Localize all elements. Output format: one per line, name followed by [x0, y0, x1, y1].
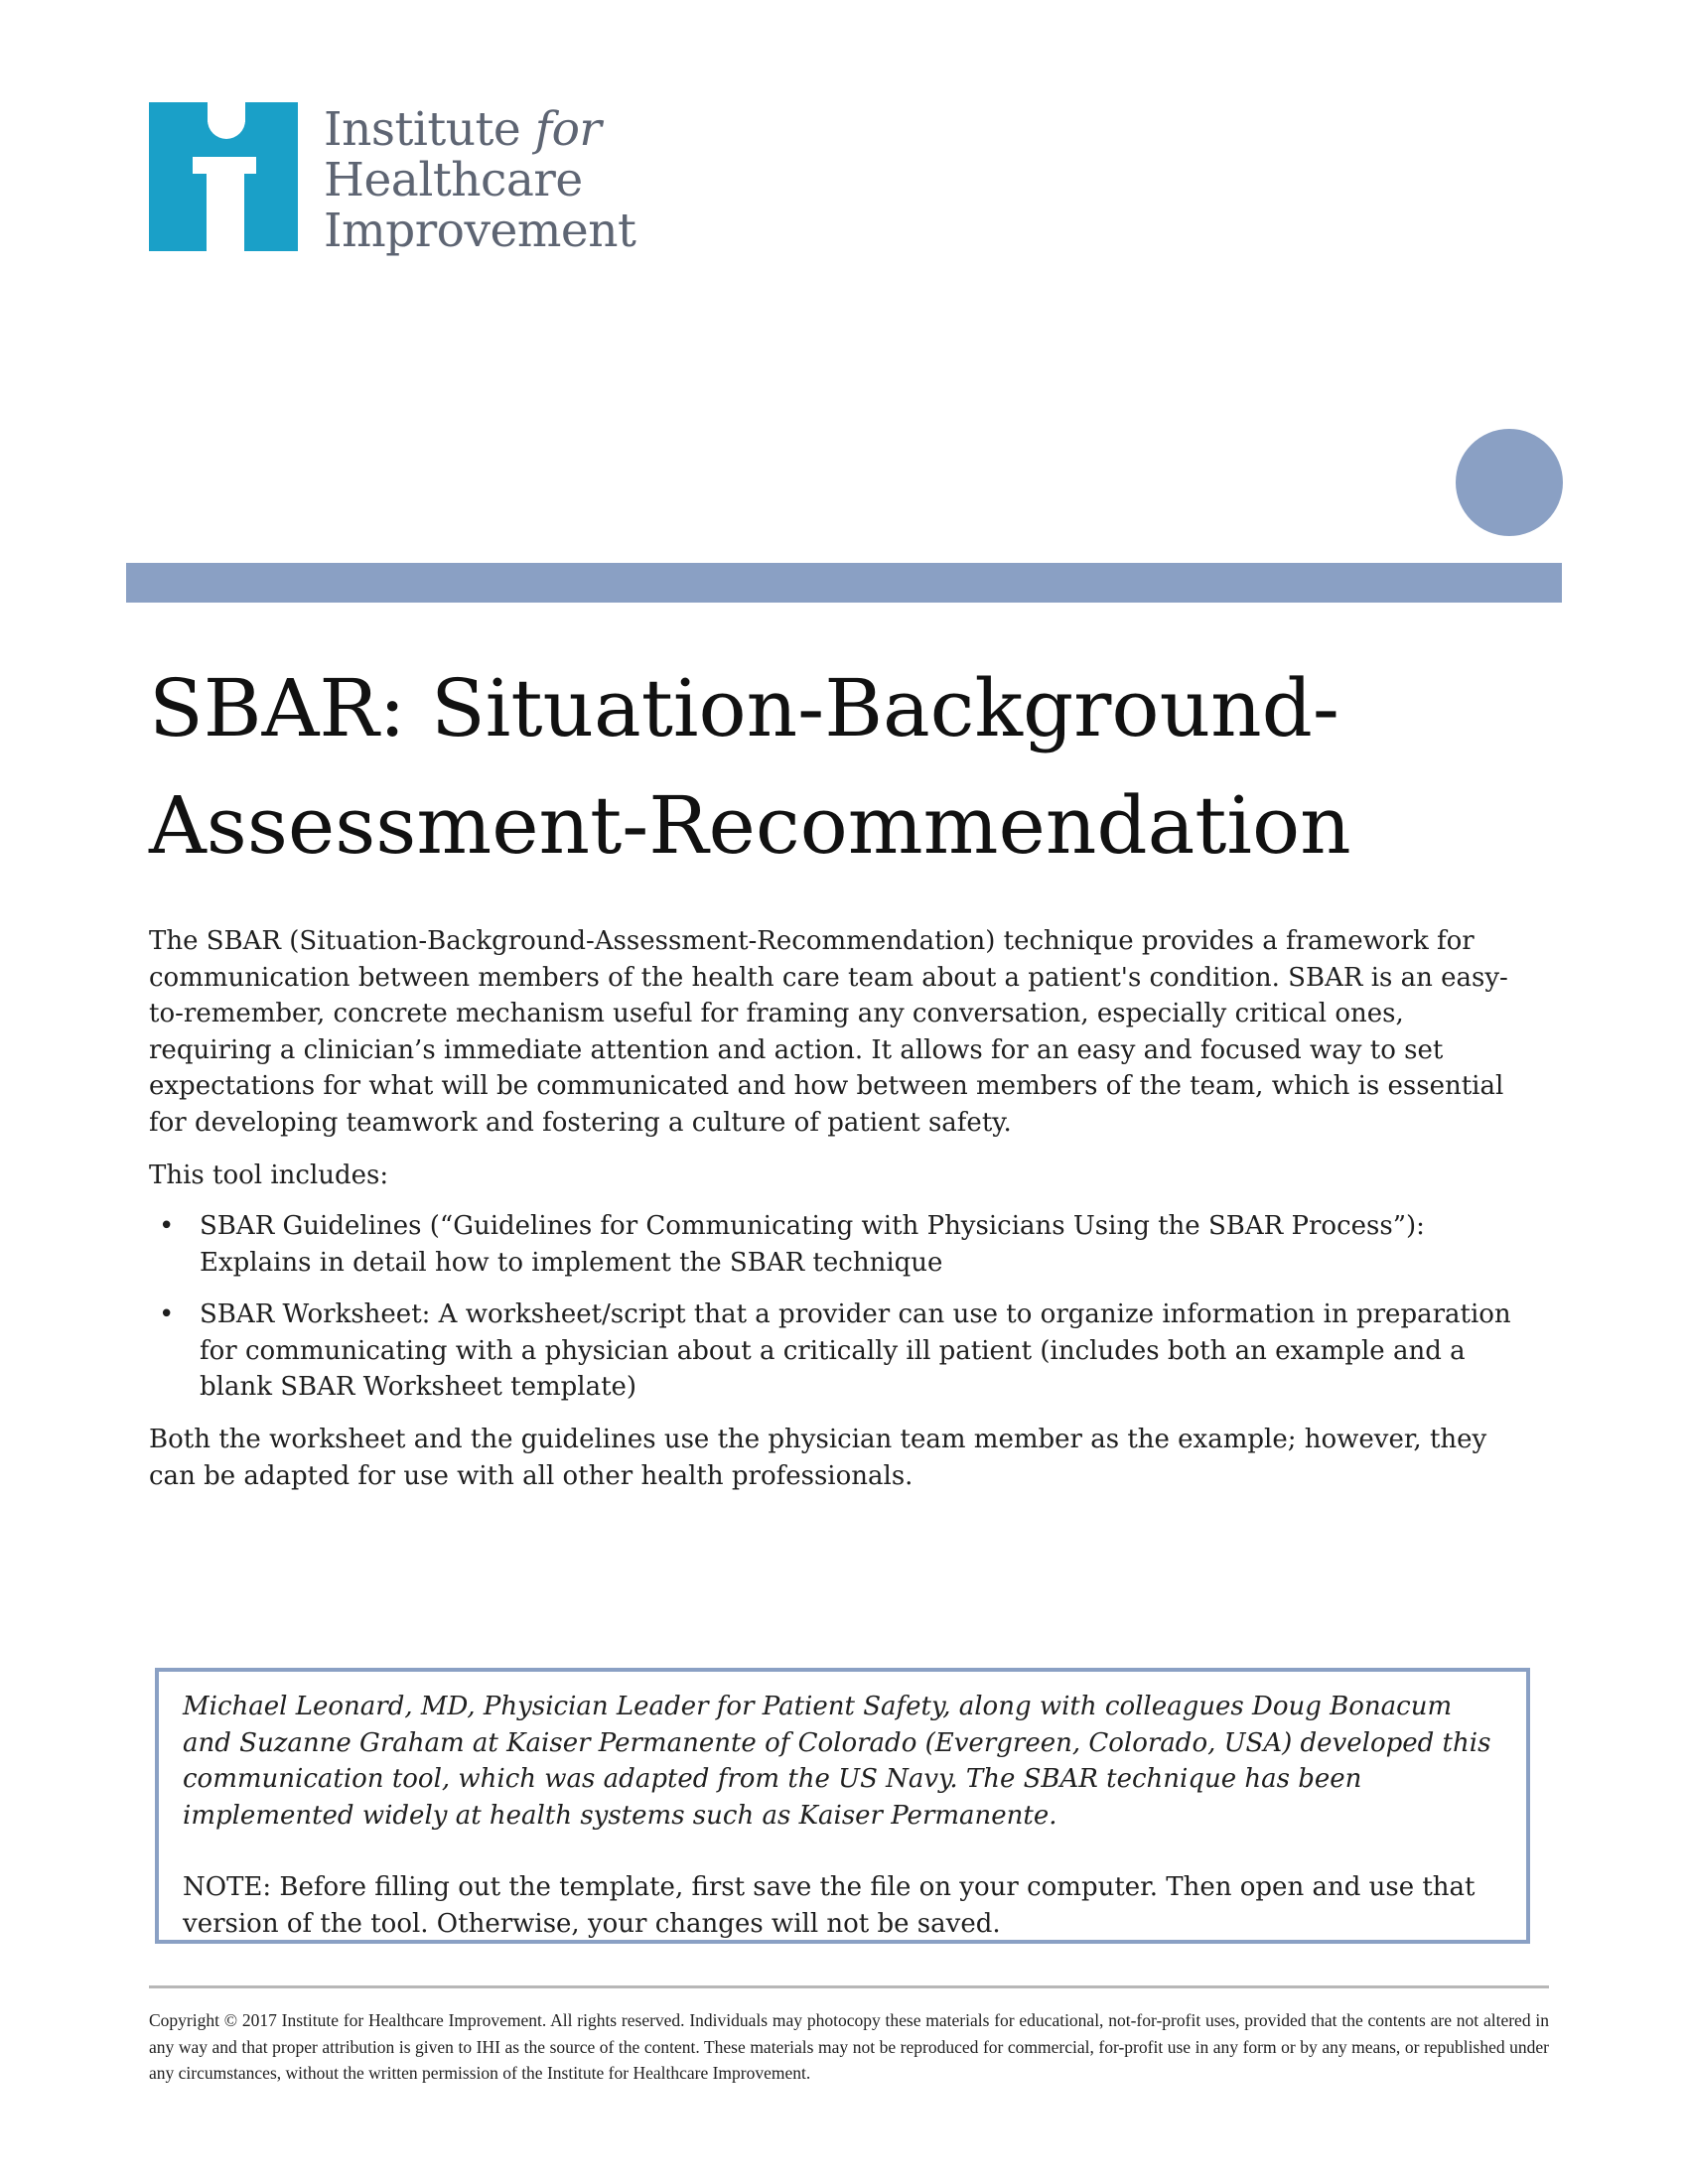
- ihi-logo-mark-icon: [149, 102, 298, 251]
- copyright-notice: Copyright © 2017 Institute for Healthcare Improvement. All rights reserved. Individuals may photocopy these materials for educational, not-for-profit uses, provided that the contents are not altered in any way and that proper attribution is given to IHI as the source of the content. These materials may not be reproduced for commercial, for-profit use in any form or by any means, or republished under any circumstances, without the written permission of the Institute for Healthcare Improvement.: [149, 2010, 1549, 2083]
- ihi-logo: [149, 102, 645, 261]
- intro-paragraph: The SBAR (Situation-Background-Assessment-Recommendation) technique provides a framework for communication between members of the health care team about a patient's condition. SBAR is an easy-to-remember, concrete mechanism useful for framing any conversation, especially critical ones, requiring a clinician’s immediate attention and action. It allows for an easy and focused way to set expectations for what will be communicated and how between members of the team, which is essential for developing teamwork and fostering a culture of patient safety.: [149, 926, 1508, 1138]
- list-item: • SBAR Guidelines (“Guidelines for Communicating with Physicians Using the SBAR Process”): Explains in detail how to implement the SBAR technique: [149, 1208, 1529, 1281]
- page-title-line-1: SBAR: Situation-Background-: [149, 662, 1339, 754]
- list-item: • SBAR Worksheet: A worksheet/script that a provider can use to organize information in preparation for communicating with a physician about a critically ill patient (includes both an example and a blank SBAR Worksheet template): [149, 1297, 1529, 1406]
- logo-line-2: Healthcare: [324, 153, 583, 207]
- footer-divider: [149, 1985, 1549, 1988]
- save-note-text: NOTE: Before filling out the template, first save the file on your computer. Then open and use that version of the tool. Otherwise, your changes will not be saved.: [183, 1872, 1476, 1939]
- decorative-circle: [1456, 429, 1563, 536]
- decorative-header-bar: [126, 563, 1562, 603]
- tool-contents-list: [149, 1208, 1529, 1422]
- logo-line-3: Improvement: [324, 204, 636, 258]
- ihi-logo-wordmark: [324, 104, 635, 256]
- logo-line-1: Institute for: [324, 102, 602, 157]
- credit-text: Michael Leonard, MD, Physician Leader for Patient Safety, along with colleagues Doug Bonacum and Suzanne Graham at Kaiser Permanente of Colorado (Evergreen, Colorado, USA) developed this communication tool, which was adapted from the US Navy. The SBAR technique has been implemented widely at health systems such as Kaiser Permanente.: [183, 1692, 1491, 1831]
- note-box: [155, 1668, 1530, 1944]
- includes-label: This tool includes:: [149, 1160, 389, 1190]
- adaptation-paragraph: Both the worksheet and the guidelines use the physician team member as the example; however, they can be adapted for use with all other health professionals.: [149, 1425, 1487, 1491]
- page-title: [149, 650, 1559, 885]
- page-title-line-2: Assessment-Recommendation: [149, 779, 1351, 872]
